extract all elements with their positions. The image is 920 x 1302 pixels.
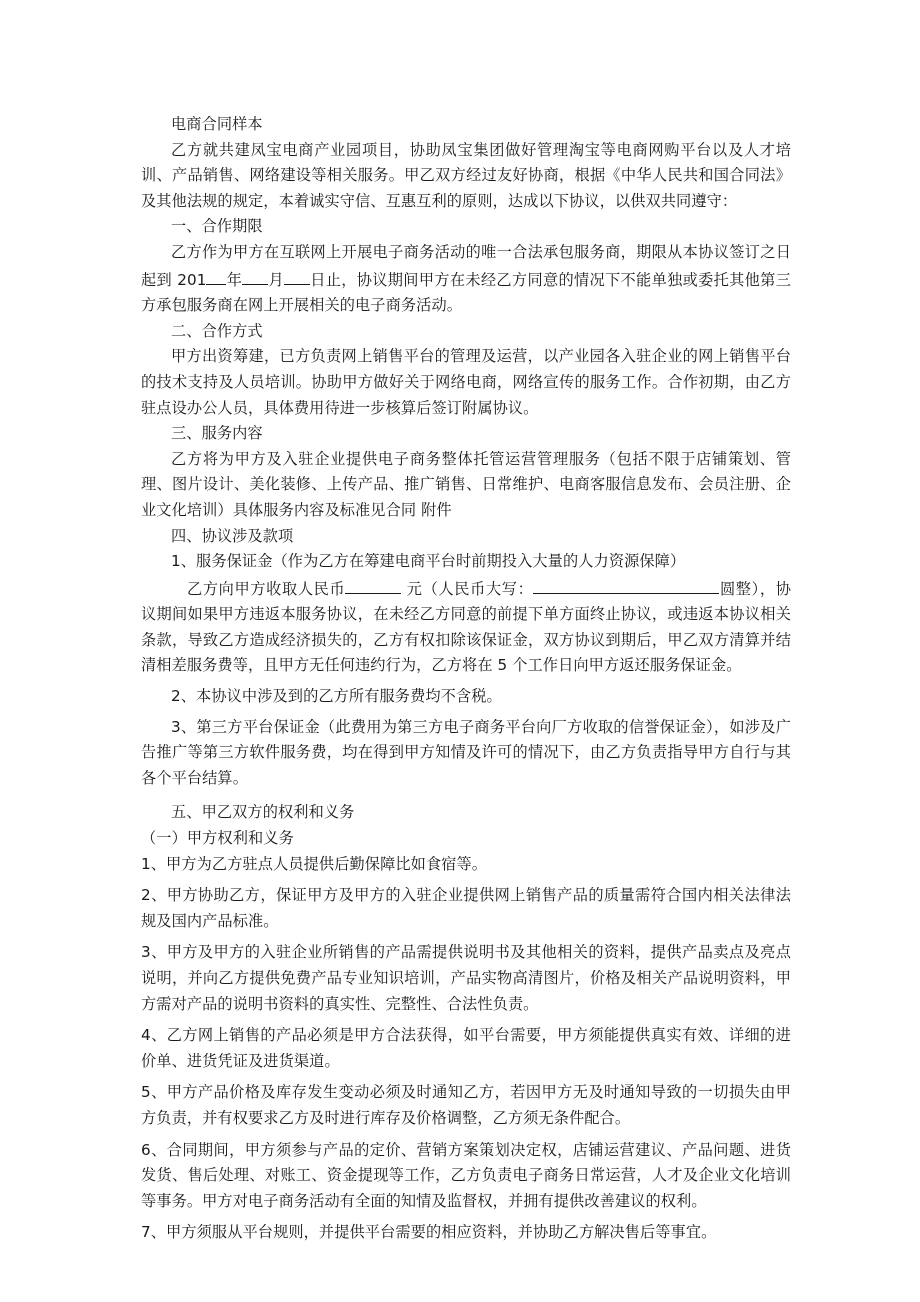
month-blank[interactable] — [242, 266, 268, 285]
deposit-paragraph: 乙方向甲方收取人民币 元（人民币大写： 圆整），协议期间如果甲方违返本服务协议，在未经乙方同意的前提下单方面终止协议，或违返本协议相关条款，导致乙方造成经济损失的，乙方有权扣除该保证金，双方协议到期后，甲乙双方清算并结清相差服务费等，且甲方无任何违约行为，乙方将在 5 个工作日向甲方返还服务保证金。 — [141, 575, 791, 679]
year-blank[interactable] — [206, 266, 226, 285]
service-paragraph: 乙方将为甲方及入驻企业提供电子商务整体托管运营管理服务（包括不限于店铺策划、管理、图片设计、美化装修、上传产品、推广销售、日常维护、电商客服信息发布、会员注册、企业文化培训）具体服务内容及标准见合同 附件 — [141, 449, 791, 519]
section-heading-service: 三、服务内容 — [171, 424, 263, 443]
platform-deposit-paragraph: 3、第三方平台保证金（此费用为第三方电子商务平台向厂方收取的信誉保证金），如涉及广告推广等第三方软件服务费，均在得到甲方知情及许可的情况下，由乙方负责指导甲方自行与其各个平台结算。 — [141, 717, 791, 787]
intro-paragraph: 乙方就共建凤宝电商产业园项目，协助凤宝集团做好管理淘宝等电商网购平台以及人才培训、产品销售、网络建设等相关服务。甲乙双方经过友好协商，根据《中华人民共和国合同法》及其他法规的规定，本着诚实守信、互惠互利的原则，达成以下协议，以供双共同遵守： — [141, 140, 791, 210]
subsection-heading-party-a: （一）甲方权利和义务 — [141, 829, 294, 848]
section-heading-method: 二、合作方式 — [171, 321, 263, 340]
section-heading-payment: 四、协议涉及款项 — [171, 526, 294, 545]
contract-document — [141, 112, 791, 1252]
section-heading-term: 一、合作期限 — [171, 217, 263, 236]
amount-words-blank[interactable] — [533, 575, 719, 594]
tax-note: 2、本协议中涉及到的乙方所有服务费均不含税。 — [171, 687, 502, 706]
list-item: 2、甲方协助乙方，保证甲方及甲方的入驻企业提供网上销售产品的质量需符合国内相关法律法规及国内产品标准。 — [141, 886, 791, 930]
section-heading-rights: 五、甲乙双方的权利和义务 — [171, 803, 355, 822]
list-item: 1、甲方为乙方驻点人员提供后勤保障比如食宿等。 — [141, 854, 488, 873]
list-item: 5、甲方产品价格及库存发生变动必须及时通知乙方，若因甲方无及时通知导致的一切损失由甲方负责，并有权要求乙方及时进行库存及价格调整，乙方须无条件配合。 — [141, 1083, 791, 1127]
list-item: 3、甲方及甲方的入驻企业所销售的产品需提供说明书及其他相关的资料，提供产品卖点及亮点说明，并向乙方提供免费产品专业知识培训，产品实物高清图片，价格及相关产品说明资料，甲方需对产品的说明书资料的真实性、完整性、合法性负责。 — [141, 943, 791, 1013]
method-paragraph: 甲方出资筹建，已方负责网上销售平台的管理及运营，以产业园各入驻企业的网上销售平台的技术支持及人员培训。协助甲方做好关于网络电商，网络宣传的服务工作。合作初期，由乙方驻点设办公人员，具体费用待进一步核算后签订附属协议。 — [141, 347, 791, 417]
amount-blank[interactable] — [345, 575, 401, 594]
list-item: 6、合同期间，甲方须参与产品的定价、营销方案策划决定权，店铺运营建议、产品问题、进货发货、售后处理、对账工、资金提现等工作，乙方负责电子商务日常运营，人才及企业文化培训等事务。甲方对电子商务活动有全面的知情及监督权，并拥有提供改善建议的权利。 — [141, 1140, 791, 1210]
list-item: 4、乙方网上销售的产品必须是甲方合法获得，如平台需要，甲方须能提供真实有效、详细的进价单、进货凭证及进货渠道。 — [141, 1026, 791, 1070]
day-blank[interactable] — [284, 266, 310, 285]
term-paragraph: 乙方作为甲方在互联网上开展电子商务活动的唯一合法承包服务商，期限从本协议签订之日起到 201 年 月 日止，协议期间甲方在未经乙方同意的情况下不能单独或委托其他第三方承包服务商在网上开展相关的电子商务活动。 — [141, 242, 791, 315]
list-item: 7、甲方须服从平台规则，并提供平台需要的相应资料，并协助乙方解决售后等事宜。 — [141, 1223, 717, 1242]
document-title: 电商合同样本 — [171, 115, 263, 133]
deposit-heading: 1、服务保证金（作为乙方在筹建电商平台时前期投入大量的人力资源保障） — [171, 552, 686, 571]
